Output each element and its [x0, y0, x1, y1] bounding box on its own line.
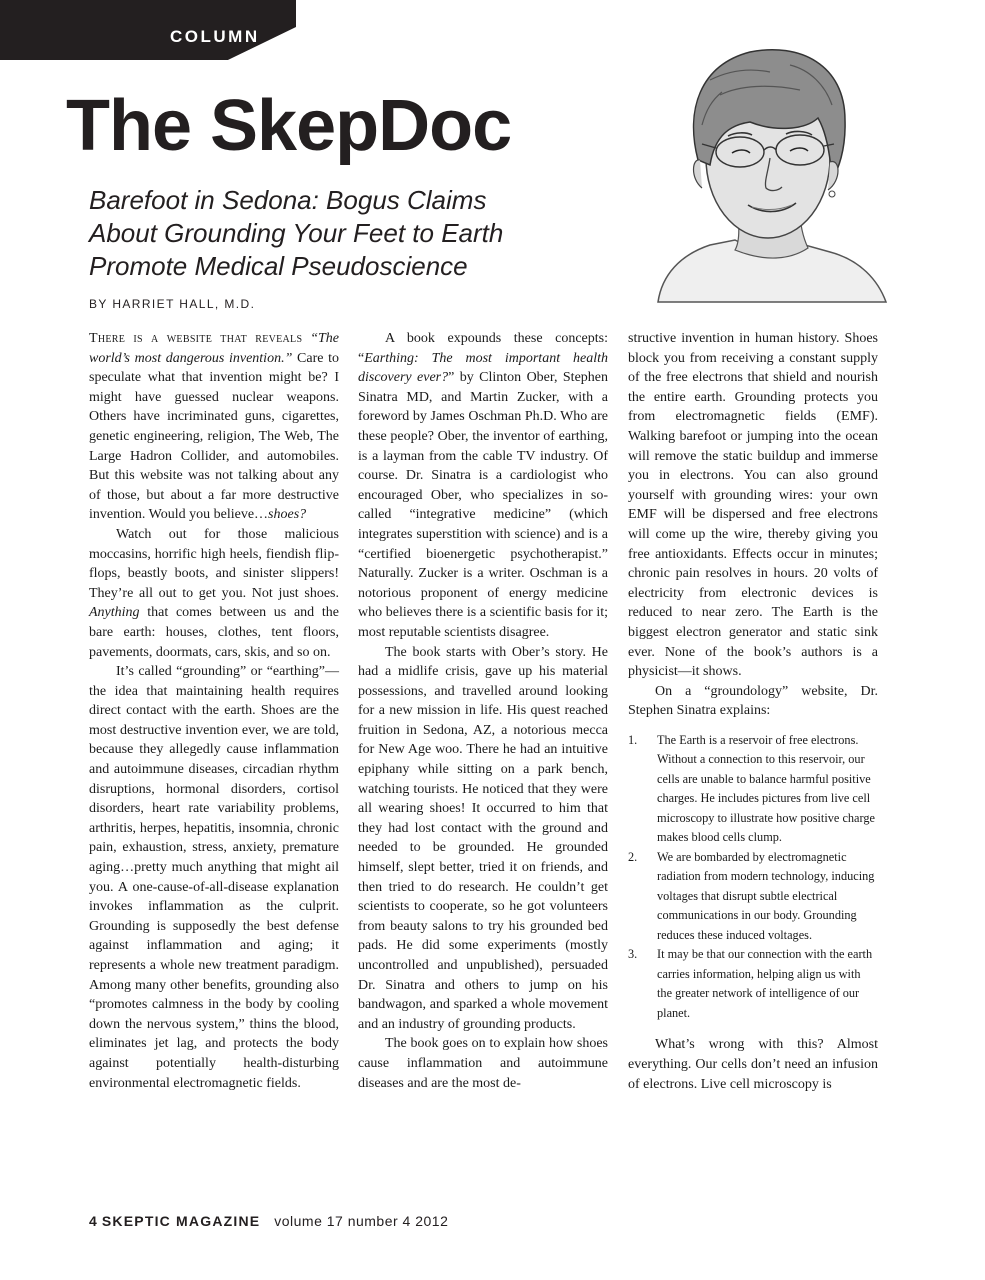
emphasis-text: Anything [89, 605, 140, 621]
book-title-text: Earthing: The most important health discovery ever? [358, 350, 608, 386]
list-text: The Earth is a reservoir of free electrons. Without a connection to this reservoir, our cells are unable to balance harmful positive charges. He includes pictures from live cell microscopy to illustrate how positive charge makes blood cells clump. [657, 732, 875, 845]
magazine-name: SKEPTIC MAGAZINE [101, 1213, 261, 1229]
paragraph [358, 329, 608, 643]
paragraph [89, 329, 339, 525]
paragraph: structive invention in human history. Shoes block you from receiving a constant supply of the free electrons that shield and nourish the entire earth. Grounding protects you from electromagnetic fields (EMF). Walking barefoot or jumping into the ocean will remove the static buildup and immerse you in electrons. You can also ground yourself with grounding wires: your own EMF will be dispersed and free electrons will come up the wire, thereby giving you free antioxidants. Effects occur in minutes; chronic pain resolves in hours. 20 volts of electricity from electronic devices is reduced to near zero. The Earth is the biggest electron generator and static sink ever. None of the book’s authors is a physicist—it shows. [628, 331, 878, 680]
paragraph: It’s called “grounding” or “earthing”—the idea that maintaining health requires direct contact with the earth. Shoes are the most destructive invention ever, we are told, because they allegedly cause inflammation and autoimmune diseases, circadian rhythm disruptions, hormonal disorders, cortisol disorders, heart rate variability problems, arthritis, herpes, hepatitis, insomnia, chronic pain, exhaustion, stress, anxiety, premature aging…pretty much anything that might ail you. A one-cause-of-all-disease explanation invokes inflammation as the culprit. Grounding is supposedly the best defense against inflammation and aging; it represents a whole new treatment paradigm. Among many other benefits, grounding also “promotes calmness in the body by cooling down the nervous system,” thins the blood, eliminates jet lag, and protects the body against potentially health-disturbing environmental electromagnetic fields. [89, 664, 339, 1091]
paragraph: The book goes on to explain how shoes cause inflammation and autoimmune diseases and are the most de- [358, 1036, 608, 1091]
subtitle-line-3: Promote Medical Pseudoscience [89, 251, 468, 281]
list-text: It may be that our connection with the earth carries information, helping align us with the greater network of intelligence of our planet. [657, 947, 873, 1020]
emphasis-text: shoes? [268, 507, 307, 523]
paragraph-text: Watch out for those malicious moccasins, horrific high heels, fiendish flip-flops, beastly boots, and sinister slippers! They’re all out to get you. Not just shoes. [89, 526, 339, 601]
page-footer [89, 1213, 448, 1229]
list-number: 2. [628, 849, 638, 864]
author-portrait-icon [640, 40, 890, 305]
paragraph-text: ” by Clinton Ober, Stephen Sinatra MD, and Martin Zucker, with a foreword by James Oschman Ph.D. Who are these people? Ober, the inventor of earthing, is a layman from the cable TV industry. Of course. Dr. Sinatra is a cardiologist who encouraged Ober, who specializes in so-called “integrative medicine” (which integrates superstition with science) and is a “certified bioenergetic psychotherapist.” Naturally. Zucker is a writer. Oschman is a notorious proponent of energy medicine who believes there is a scientific basis for it; most reputable scientists disagree. [358, 370, 609, 640]
numbered-list [628, 731, 878, 1024]
paragraph [89, 525, 339, 662]
lead-in-text: There is a website that reveals [89, 331, 303, 346]
list-text: We are bombarded by electromagnetic radiation from modern technology, inducing voltages that disrupt subtle electrical communications in our body. Grounding reduces these induced voltages. [657, 849, 875, 942]
article-column-3 [628, 329, 878, 1094]
byline: BY HARRIET HALL, M.D. [89, 297, 256, 311]
subtitle-line-1: Barefoot in Sedona: Bogus Claims [89, 185, 487, 215]
list-item [628, 848, 878, 946]
paragraph: What’s wrong with this? Almost everything. Our cells don’t need an infusion of electrons. Live cell microscopy is [628, 1037, 878, 1092]
article-subtitle [89, 184, 609, 283]
list-item [628, 731, 878, 848]
quoted-text: “The world’s most dangerous invention.” [89, 331, 339, 366]
list-number: 3. [628, 947, 638, 962]
list-number: 1. [628, 732, 638, 747]
section-label: COLUMN [170, 27, 260, 46]
column-title: The SkepDoc [66, 86, 512, 166]
paragraph-text: that comes between us and the bare earth: houses, clothes, tent floors, pavements, doormats, cars, skis, and so on. [89, 605, 339, 660]
issue-info: volume 17 number 4 2012 [274, 1213, 449, 1229]
article-column-1 [89, 329, 339, 1093]
article-column-2 [358, 329, 608, 1093]
paragraph-text: Care to speculate what that invention might be? I might have guessed nuclear weapons. Others have incriminated guns, cigarettes, genetic engineering, religion, The Web, The Large Hadron Collider, and automobiles. But this website was not talking about any of those, but about a far more destructive invention. Would you believe… [89, 350, 339, 523]
subtitle-line-2: About Grounding Your Feet to Earth [89, 218, 504, 248]
paragraph: The book starts with Ober’s story. He had a midlife crisis, gave up his material possessions, and travelled around looking for a new mission in life. His quest reached fruition in Sedona, AZ, a notorious mecca for New Age woo. There he had an intuitive epiphany while sitting on a park bench, watching tourists. He noticed that they were all wearing shoes! It occurred to him that they had lost contact with the ground and needed to be grounded. He grounded himself, slept better, tried it on friends, and then tried to do research. He couldn’t get scientists to cooperate, so he got volunteers from beauty salons to try his grounded bed pads. He did some experiments (mostly uncontrolled and unpublished), persuaded Dr. Sinatra and others to jump on his bandwagon, and sparked a whole movement and an industry of grounding products. [358, 644, 608, 1032]
paragraph: On a “groundology” website, Dr. Stephen Sinatra explains: [628, 683, 878, 719]
list-item [628, 945, 878, 1023]
paragraph-text: A book expounds these concepts: “ [358, 331, 608, 366]
page-number: 4 [89, 1213, 98, 1229]
